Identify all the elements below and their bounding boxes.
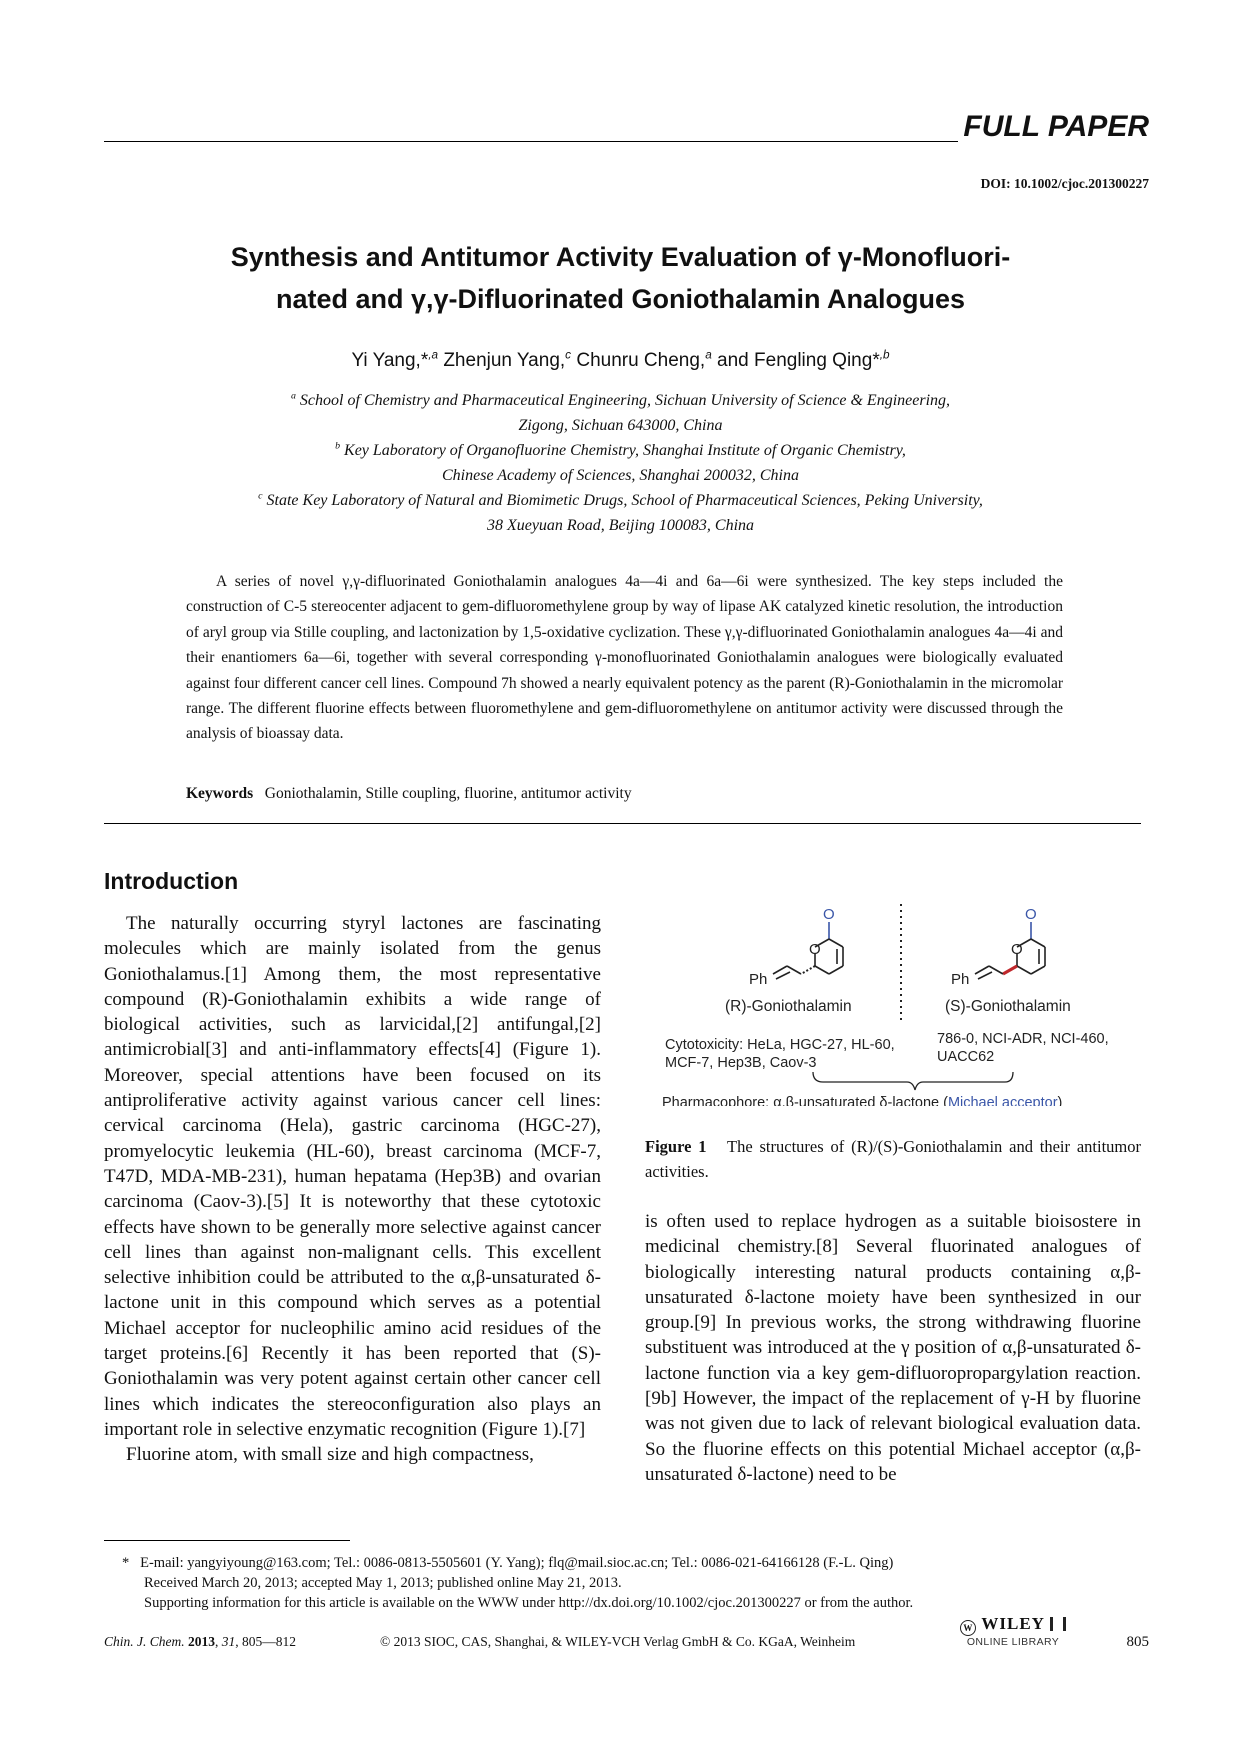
figure-caption-text: The structures of (R)/(S)-Goniothalamin and their antitumor activities. — [645, 1137, 1142, 1181]
wiley-emblem-icon: W — [960, 1620, 976, 1636]
pharmacophore-text: Pharmacophore: α,β-unsaturated δ-lactone (Michael acceptor) — [662, 1095, 1063, 1106]
paper-title — [100, 236, 1141, 320]
wiley-logo: W WILEY ONLINE LIBRARY — [958, 1614, 1068, 1648]
author-list: Yi Yang,*$^{,a}$ Zhenjun Yang,$^c$ Chunru Cheng,$^a$ and Fengling Qing*$^{,b}$ — [351, 348, 890, 371]
left-column — [104, 911, 601, 1468]
right-paragraph-1: is often used to replace hydrogen as a suitable bioisostere in medicinal chemistry.[8] Several fluorinated analogues of biologically interesting natural products containing α,β-unsaturated δ-lactone moiety have been synthesized in our group.[9] In previous works, the strong withdrawing fluorine substituent was introduced at the γ position of α,β-unsaturated δ-lactone function via a key gem-difluoropropargylation reaction.[9b] However, the impact of the replacement of γ-H by fluorine was not given due to lack of relevant biological evaluation data. So the fluorine effects on this potential Michael acceptor (α,β-unsaturated δ-lactone) need to be — [645, 1211, 1141, 1485]
s-phenyl-label: Ph — [951, 971, 970, 988]
copyright: © 2013 SIOC, CAS, Shanghai, & WILEY-VCH Verlag GmbH & Co. KGaA, Weinheim — [380, 1634, 856, 1649]
keywords-text: Goniothalamin, Stille coupling, fluorine, antitumor activity — [264, 785, 632, 802]
author-3: Chunru Cheng, — [571, 350, 706, 371]
header-rule — [104, 141, 958, 142]
affiliation-c: $^c$ State Key Laboratory of Natural and Biomimetic Drugs, School of Pharmaceutical Sciences, Peking University, — [258, 490, 983, 509]
abstract-text: A series of novel γ,γ-difluorinated Goniothalamin analogues 4a—4i and 6a—6i were synthesized. The key steps included the construction of C-5 stereocenter adjacent to gem-difluoromethylene group by way of lipase AK catalyzed kinetic resolution, the introduction of aryl group via Stille coupling, and lactonization by 1,5-oxidative cyclization. These γ,γ-difluorinated Goniothalamin analogues 4a—4i and their enantiomers 6a—6i, together with several corresponding γ-monofluorinated Goniothalamin analogues were biologically evaluated against four different cancer cell lines. Compound 7h showed a nearly equivalent potency as the parent (R)-Goniothalamin in the micromolar range. The different fluorine effects between fluoromethylene and gem-difluoromethylene on antitumor activity were discussed through the analysis of bioassay data. — [186, 573, 1063, 743]
r-ring-oxygen: O — [809, 941, 821, 958]
s-cytotoxicity-line-1: 786-0, NCI-ADR, NCI-460, — [937, 1031, 1109, 1047]
r-phenyl-label: Ph — [749, 971, 768, 988]
footnote — [122, 1553, 913, 1613]
s-cytotoxicity-line-2: UACC62 — [937, 1049, 995, 1065]
s-ring-oxygen: O — [1011, 941, 1023, 958]
figure-caption-label: Figure 1 — [645, 1137, 707, 1156]
footnote-rule — [104, 1540, 350, 1541]
r-goniothalamin-structure — [773, 922, 843, 979]
left-paragraph-2: Fluorine atom, with small size and high compactness, — [126, 1444, 534, 1466]
r-carbonyl-oxygen: O — [823, 906, 835, 923]
title-line-2: nated and γ,γ-Difluorinated Goniothalamin Analogues — [275, 284, 966, 314]
right-column — [645, 1209, 1141, 1487]
keywords-label: Keywords — [186, 785, 254, 802]
author-2: Zhenjun Yang, — [438, 350, 566, 371]
r-goniothalamin-name: (R)-Goniothalamin — [725, 998, 852, 1015]
doi: DOI: 10.1002/cjoc.201300227 — [980, 176, 1149, 191]
left-paragraph-1: The naturally occurring styryl lactones are fascinating molecules which are mainly isolated from the genus Goniothalamus.[1] Among them, the most representative compound (R)-Goniothalamin exhibits a wide range of biological activities, such as larvicidal,[2] antifungal,[2] antimicrobial[3] and anti-inflammatory effects[4] (Figure 1). Moreover, special attentions have been focused on its antiproliferative activity against various cancer cell lines: cervical carcinoma (Hela), gastric carcinoma (HGC-27), promyelocytic leukemia (HL-60), breast carcinoma (MCF-7, T47D, MDA-MB-231), human hepatama (Hep3B) and ovarian carcinoma (Caov-3).[5] It is noteworthy that these cytotoxic effects have shown to be generally more selective against cancer cell lines than against non-malignant cells. This excellent selective inhibition could be attributed to the α,β-unsaturated δ-lactone unit in this compound which serves as a potential Michael acceptor for nucleophilic amino acid residues of the target proteins.[6] Recently it has been reported that (S)-Goniothalamin was very potent against certain other cancer cell lines which indicates the stereoconfiguration also plays an important role in selective enzymatic recognition (Figure 1).[7] — [104, 913, 601, 1440]
abstract — [186, 569, 1063, 747]
title-line-1: Synthesis and Antitumor Activity Evaluation of γ-Monofluori- — [230, 242, 1011, 272]
author-4: and Fengling Qing* — [711, 350, 880, 371]
book-icon — [1050, 1617, 1066, 1631]
affiliation-b: $^b$ Key Laboratory of Organofluorine Chemistry, Shanghai Institute of Organic Chemistry, — [335, 440, 906, 459]
abstract-rule — [104, 823, 1141, 824]
s-carbonyl-oxygen: O — [1025, 906, 1037, 923]
s-goniothalamin-structure — [975, 922, 1045, 979]
s-goniothalamin-name: (S)-Goniothalamin — [945, 998, 1071, 1015]
page-number: 805 — [1126, 1634, 1149, 1650]
keywords — [186, 785, 632, 803]
brace-icon — [813, 1072, 1013, 1090]
intro-heading: Introduction — [104, 868, 239, 894]
figure-structures — [645, 886, 1145, 1106]
affiliations: $^a$ School of Chemistry and Pharmaceutical Engineering, Sichuan University of Science & Engineering, Zigong, Sichuan 643000, China $^b$ Key Laboratory of Organofluorine Chemistry, Shanghai Institute of Organic Chemistry, Chinese Academy of Sciences, Shanghai 200032, China $^c$ State Key Laboratory of Natural and Biomimetic Drugs, School of Pharmaceutical Sciences, Peking University, 38 Xueyuan Road, Beijing 100083, China — [100, 388, 1141, 538]
author-1: Yi Yang,* — [351, 350, 429, 371]
section-label: FULL PAPER — [963, 110, 1149, 143]
figure-1 — [645, 886, 1145, 1106]
affiliation-a: $^a$ School of Chemistry and Pharmaceutical Engineering, Sichuan University of Science & Engineering, — [290, 390, 951, 409]
footnote-support: Supporting information for this article is available on the WWW under http://dx.doi.org/10.1002/cjoc.201300227 or from the author. — [144, 1595, 914, 1611]
figure-caption — [645, 1134, 1141, 1184]
footnote-dates: Received March 20, 2013; accepted May 1, 2013; published online May 21, 2013. — [144, 1575, 622, 1591]
r-cytotoxicity-line-1: Cytotoxicity: HeLa, HGC-27, HL-60, — [665, 1037, 895, 1053]
r-cytotoxicity-line-2: MCF-7, Hep3B, Caov-3 — [665, 1055, 817, 1071]
footnote-email: * E-mail: yangyiyoung@163.com; Tel.: 0086-0813-5505601 (Y. Yang); flq@mail.sioc.ac.cn; Tel.: 0086-021-64166128 (F.-L. Qing) — [122, 1555, 894, 1571]
journal-citation: Chin. J. Chem. 2013, 31, 805—812 — [104, 1634, 296, 1649]
